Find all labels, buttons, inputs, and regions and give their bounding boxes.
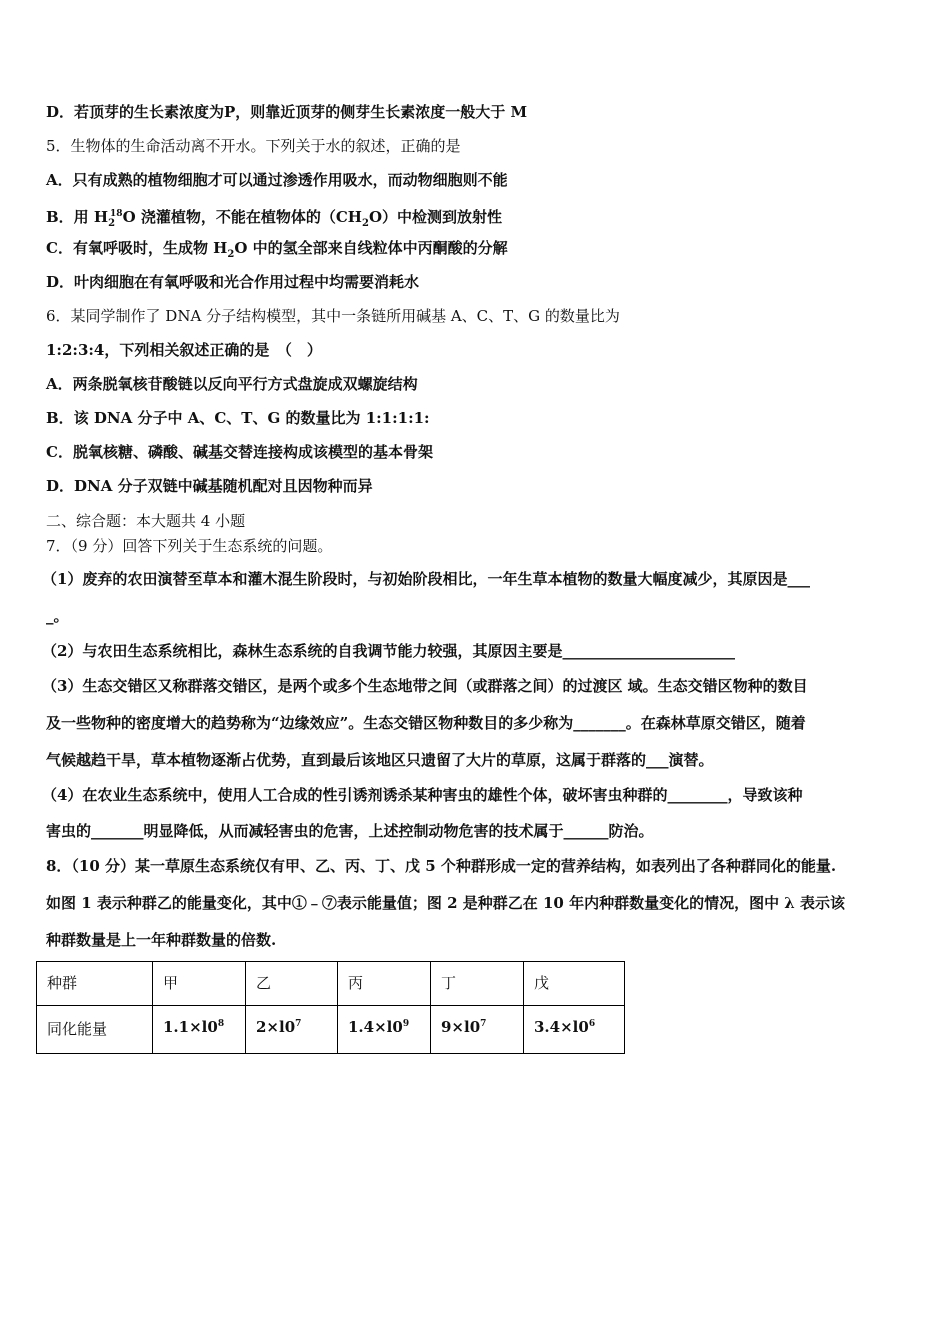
question-7-part1: （1）废弃的农田演替至草本和灌木混生阶段时，与初始阶段相比，一年生草本植物的数量大幅度减少，其原因是___ xyxy=(42,570,810,588)
option-c-q5: C．有氧呼吸时，生成物 $H_2O$ 中的氢全部来自线粒体中丙酮酸的分解 xyxy=(46,239,508,260)
table-cell: $3.4\times l0^6$ xyxy=(524,1006,625,1054)
table-header-cell: 甲 xyxy=(153,962,246,1006)
question-7-stem: 7．（9 分）回答下列关于生态系统的问题。 xyxy=(46,537,333,555)
table-cell: $1.4\times l0^9$ xyxy=(338,1006,431,1054)
table-header-row xyxy=(37,962,625,1006)
table-cell: $9\times l0^7$ xyxy=(431,1006,524,1054)
option-c-q6: C．脱氧核糖、磷酸、碱基交替连接构成该模型的基本骨架 xyxy=(46,443,433,461)
table-cell: $2\times l0^7$ xyxy=(246,1006,338,1054)
question-8-line3: 种群数量是上一年种群数量的倍数. xyxy=(46,931,277,949)
option-b-q5: B．用 $H_2^{18}O$ 浇灌植物，不能在植物体的$(CH_2O)$中检测到放射性 xyxy=(46,208,503,229)
table-header-cell: 乙 xyxy=(246,962,338,1006)
table-row-label: 同化能量 xyxy=(37,1006,153,1054)
question-6-stem-cont: 1:2:3:4，下列相关叙述正确的是 （ ） xyxy=(46,341,322,359)
option-a-q6: A．两条脱氧核苷酸链以反向平行方式盘旋成双螺旋结构 xyxy=(46,375,418,393)
question-8-line1: 8．（10 分）某一草原生态系统仅有甲、乙、丙、丁、戊 5 个种群形成一定的营养结构，如表列出了各种群同化的能量. xyxy=(46,857,837,875)
table-header-cell: 戊 xyxy=(524,962,625,1006)
table-header-cell: 种群 xyxy=(37,962,153,1006)
question-6-stem: 6．某同学制作了 DNA 分子结构模型，其中一条链所用碱基 A、C、T、G 的数量比为 xyxy=(46,307,620,325)
question-7-part4-line2: 害虫的_______明显降低，从而减轻害虫的危害，上述控制动物危害的技术属于______防治。 xyxy=(46,822,654,840)
option-d-q4: D．若顶芽的生长素浓度为P，则靠近顶芽的侧芽生长素浓度一般大于 M xyxy=(46,103,528,121)
option-d-q6: D．DNA 分子双链中碱基随机配对且因物种而异 xyxy=(46,477,373,495)
table-header-cell: 丁 xyxy=(431,962,524,1006)
question-7-part3-line2: 及一些物种的密度增大的趋势称为“边缘效应”。生态交错区物种数目的多少称为_______。在森林草原交错区，随着 xyxy=(46,714,806,732)
question-7-part3-line1: （3）生态交错区又称群落交错区，是两个或多个生态地带之间（或群落之间）的过渡区 域。生态交错区物种的数目 xyxy=(42,677,808,695)
question-7-part3-line3: 气候越趋干旱，草本植物逐渐占优势，直到最后该地区只遗留了大片的草原，这属于群落的___演替。 xyxy=(46,751,714,769)
table-row xyxy=(37,1006,625,1054)
question-7-part4-line1: （4）在农业生态系统中，使用人工合成的性引诱剂诱杀某种害虫的雄性个体，破坏害虫种群的________，导致该种 xyxy=(42,786,803,804)
question-7-part2: （2）与农田生态系统相比，森林生态系统的自我调节能力较强，其原因主要是_______________________ xyxy=(42,642,735,660)
option-b-q6: B．该 DNA 分子中 A、C、T、G 的数量比为 1:1:1:1: xyxy=(46,409,430,427)
energy-table xyxy=(36,961,625,1054)
section-2-heading: 二、综合题：本大题共 4 小题 xyxy=(46,512,246,530)
question-5-stem: 5．生物体的生命活动离不开水。下列关于水的叙述，正确的是 xyxy=(46,137,461,155)
question-8-line2: 如图 1 表示种群乙的能量变化，其中①﹣⑦表示能量值；图 2 是种群乙在 10 年内种群数量变化的情况，图中 λ 表示该 xyxy=(46,894,846,912)
option-d-q5: D．叶肉细胞在有氧呼吸和光合作用过程中均需要消耗水 xyxy=(46,273,420,291)
option-a-q5: A．只有成熟的植物细胞才可以通过渗透作用吸水，而动物细胞则不能 xyxy=(46,171,508,189)
question-7-part1-cont: _。 xyxy=(46,607,69,625)
table-cell: $1.1\times l0^8$ xyxy=(153,1006,246,1054)
table-header-cell: 丙 xyxy=(338,962,431,1006)
